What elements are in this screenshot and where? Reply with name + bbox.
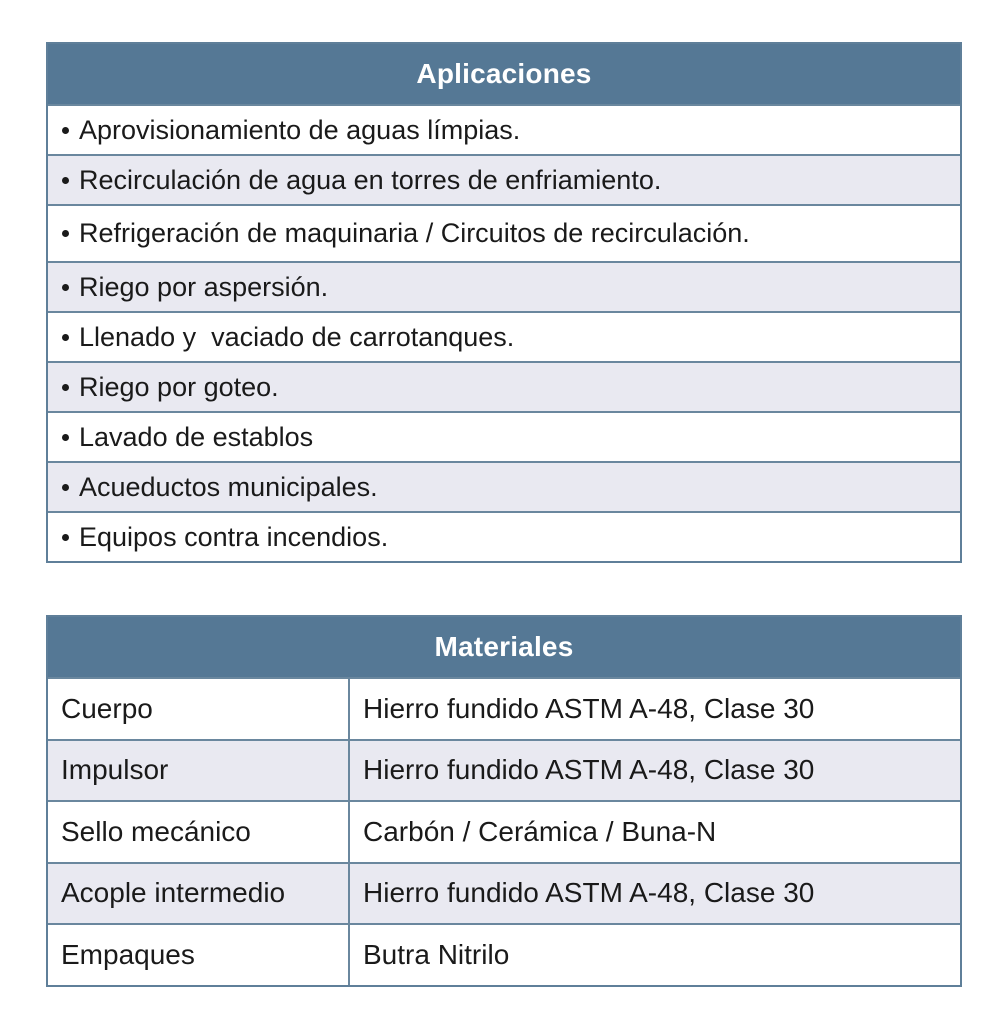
materiales-table xyxy=(46,615,962,987)
list-item xyxy=(48,461,960,511)
bullet-icon xyxy=(62,534,69,541)
list-item-text: Equipos contra incendios. xyxy=(79,521,389,552)
table-row xyxy=(48,739,960,801)
list-item xyxy=(48,311,960,361)
bullet-icon xyxy=(62,230,69,237)
list-item-text: Riego por goteo. xyxy=(79,371,279,402)
list-item xyxy=(48,204,960,261)
list-item xyxy=(48,104,960,154)
aplicaciones-header: Aplicaciones xyxy=(48,44,960,104)
part-cell: Sello mecánico xyxy=(48,802,350,862)
table-row xyxy=(48,800,960,862)
list-item xyxy=(48,411,960,461)
material-cell: Hierro fundido ASTM A-48, Clase 30 xyxy=(363,877,815,909)
material-cell: Carbón / Cerámica / Buna-N xyxy=(363,815,717,847)
bullet-icon xyxy=(62,384,69,391)
part-cell: Cuerpo xyxy=(48,679,350,739)
list-item xyxy=(48,361,960,411)
material-cell: Butra Nitrilo xyxy=(363,938,510,970)
table-row xyxy=(48,677,960,739)
part-cell: Empaques xyxy=(48,925,350,985)
list-item-text: Acueductos municipales. xyxy=(79,471,378,502)
list-item-text: Llenado y vaciado de carrotanques. xyxy=(79,321,515,352)
bullet-icon xyxy=(62,177,69,184)
table-row xyxy=(48,862,960,924)
part-cell: Impulsor xyxy=(48,741,350,801)
bullet-icon xyxy=(62,127,69,134)
table-row xyxy=(48,923,960,985)
bullet-icon xyxy=(62,284,69,291)
bullet-icon xyxy=(62,434,69,441)
materiales-header: Materiales xyxy=(48,617,960,677)
list-item xyxy=(48,261,960,311)
list-item-text: Riego por aspersión. xyxy=(79,271,329,302)
list-item-text: Refrigeración de maquinaria / Circuitos de recirculación. xyxy=(79,218,750,248)
list-item-text: Lavado de establos xyxy=(79,421,314,452)
list-item-text: Aprovisionamiento de aguas límpias. xyxy=(79,114,521,145)
material-cell: Hierro fundido ASTM A-48, Clase 30 xyxy=(363,754,815,786)
list-item-text: Recirculación de agua en torres de enfriamiento. xyxy=(79,164,662,195)
part-cell: Acople intermedio xyxy=(48,864,350,924)
list-item xyxy=(48,154,960,204)
list-item xyxy=(48,511,960,561)
bullet-icon xyxy=(62,484,69,491)
bullet-icon xyxy=(62,334,69,341)
aplicaciones-table xyxy=(46,42,962,563)
material-cell: Hierro fundido ASTM A-48, Clase 30 xyxy=(363,692,815,724)
